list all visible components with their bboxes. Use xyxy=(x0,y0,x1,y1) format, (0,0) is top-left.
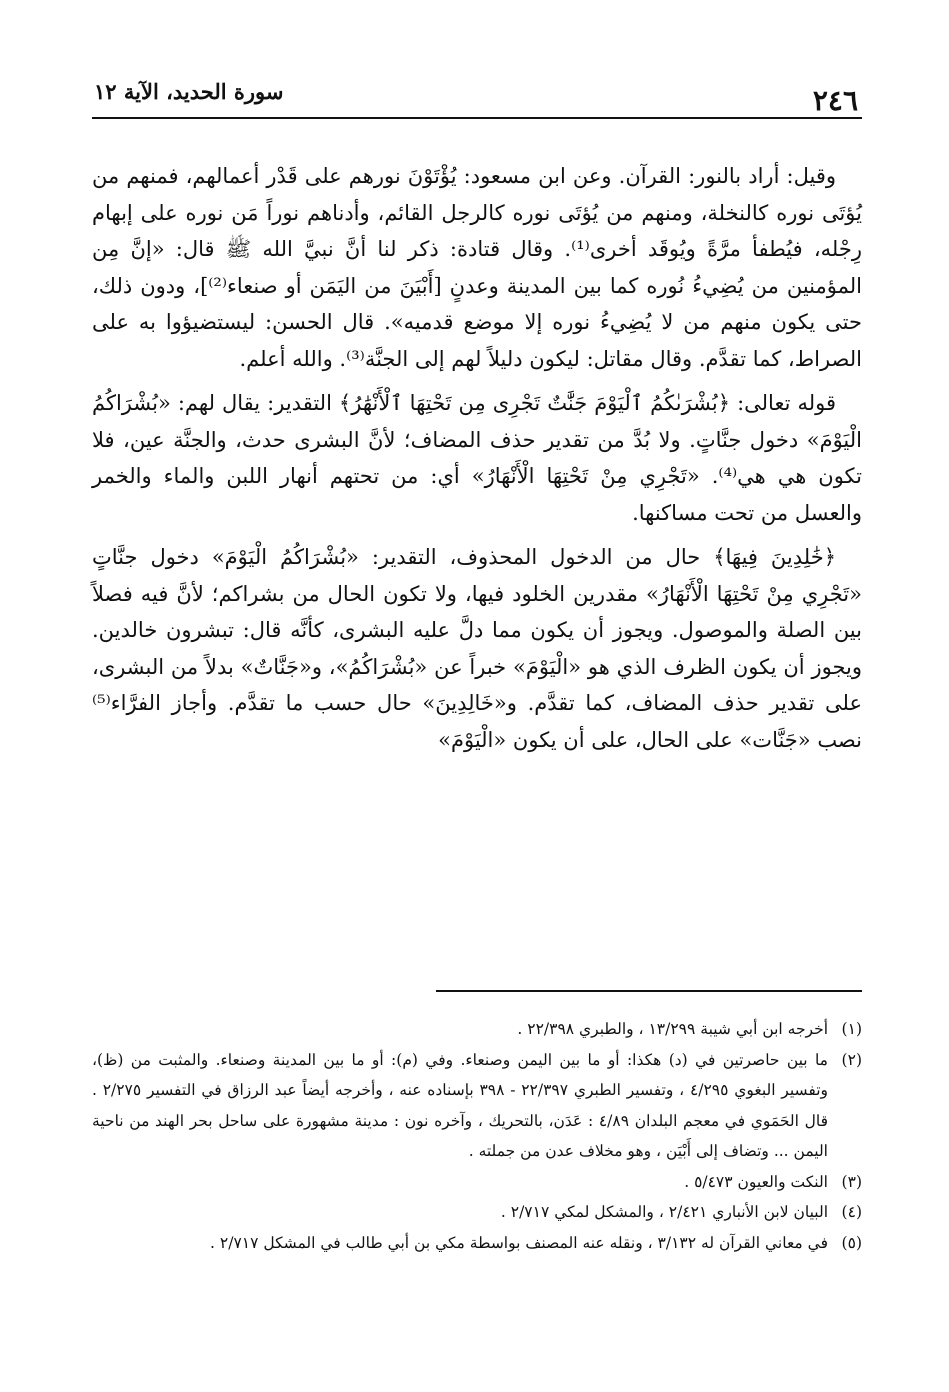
footnote-text: النكت والعيون ٥/٤٧٣ . xyxy=(684,1172,828,1191)
paragraph-commentary-light: وقيل: أراد بالنور: القرآن. وعن ابن مسعود: يُؤْتَوْنَ نورهم على قَدْر أعمالهم، فمنهم من يُؤتَى نوره كالنخلة، ومنهم من يُؤتَى نوره كالرجل القائم، وأدناهم نوراً مَن نوره على إبهام رِجْله، فيُطفأ مرَّةً ويُوقَد أخرى⁽¹⁾. وقال قتادة: ذكر لنا أنَّ نبيَّ الله ﷺ قال: «إنَّ مِن المؤمنين من يُضِيءُ نُوره كما بين المدينة وعدنٍ [أَبْيَنَ من اليَمَن أو صنعاء⁽²⁾]، ودون ذلك، حتى يكون منهم من لا يُضِيءُ نوره إلا موضع قدميه». قال الحسن: ليستضيؤوا به على الصراط، كما تقدَّم. وقال مقاتل: ليكون دليلاً لهم إلى الجنَّة⁽³⁾. والله أعلم. xyxy=(92,164,863,371)
footnote-text: في معاني القرآن له ٣/١٣٢ ، ونقله عنه المصنف بواسطة مكي بن أبي طالب في المشكل ٢/٧١٧ . xyxy=(210,1233,828,1252)
footnotes xyxy=(92,1014,862,1258)
paragraph-verse-abiding: ﴿خَٰلِدِينَ فِيهَا﴾ حال من الدخول المحذوف، التقدير: «بُشْرَاكُمُ الْيَوْمَ» دخول جنَّاتٍ «تَجْرِي مِنْ تَحْتِهَا الْأَنْهَارُ» مقدرين الخلود فيها، ولا تكون الحال من بشراكم؛ لأنَّ فيه فصلاً بين الصلة والموصول. ويجوز أن يكون مما دلَّ عليه البشرى، كأنَّه قال: تبشرون خالدين. ويجوز أن يكون الظرف الذي هو «الْيَوْمَ» خبراً عن «بُشْرَاكُمُ»، و«جَنَّاتٌ» بدلاً من البشرى، على تقدير حذف المضاف، كما تقدَّم. و«خَالِدِينَ» حال حسب ما تقدَّم. وأجاز الفرَّاء⁽⁵⁾ نصب «جَنَّات» على الحال، على أن يكون «الْيَوْمَ» xyxy=(92,545,862,752)
footnote-number: (١) xyxy=(841,1020,862,1038)
paragraph-verse-glad-tidings: قوله تعالى: ﴿بُشْرَىٰكُمُ ٱلْيَوْمَ جَنَّٰتٌ تَجْرِى مِن تَحْتِهَا ٱلْأَنْهَٰرُ﴾ التقدير: يقال لهم: «بُشْرَاكُمُ الْيَوْمَ» دخول جنَّاتٍ. ولا بُدَّ من تقدير حذف المضاف؛ لأنَّ البشرى حدث، والجنَّة عين، فلا تكون هي هي⁽⁴⁾. «تَجْرِي مِنْ تَحْتِهَا الْأَنْهَارُ» أي: من تحتهم أنهار اللبن والماء والخمر والعسل من تحت مساكنها. xyxy=(92,391,862,525)
footnote-text: البيان لابن الأنباري ٢/٤٢١ ، والمشكل لمكي ٢/٧١٧ . xyxy=(500,1203,828,1221)
running-head xyxy=(92,70,862,118)
page-number: ٢٤٦ xyxy=(812,84,858,117)
footnote-text: أخرجه ابن أبي شيبة ١٣/٢٩٩ ، والطبري ٢٢/٣٩٨ . xyxy=(517,1020,828,1038)
header-rule xyxy=(92,117,862,119)
footnote xyxy=(92,1167,862,1198)
surah-verse-title: سورة الحديد، الآية ١٢ xyxy=(94,79,284,104)
footnote xyxy=(92,1197,862,1228)
footnote-number: (٤) xyxy=(841,1203,862,1221)
footnote-number: (٣) xyxy=(841,1172,862,1191)
footnote xyxy=(92,1228,862,1259)
footnote-number: (٢) xyxy=(841,1050,862,1069)
footnote-text: ما بين حاصرتين في (د) هكذا: أو ما بين اليمن وصنعاء. وفي (م): أو ما بين المدينة وصنعاء. والمثبت من (ظ)، وتفسير البغوي ٤/٢٩٥ ، وتفسير الطبري ٢٢/٣٩٧ - ٣٩٨ بإسناده عنه ، وأخرجه أيضاً عبد الرزاق في التفسير ٢/٢٧٥ . قال الحَمَوي في معجم البلدان ٤/٨٩ : عَدَن، بالتحريك ، وآخره نون : مدينة مشهورة على ساحل بحر الهند من ناحية اليمن ... وتضاف إلى أَبْيَن ، وهو مخلاف عدن من جملته . xyxy=(92,1050,829,1160)
footnote xyxy=(92,1014,862,1045)
footnote xyxy=(92,1045,862,1167)
footnote-separator xyxy=(436,990,862,992)
footnote-number: (٥) xyxy=(841,1233,862,1252)
main-text xyxy=(92,158,862,766)
